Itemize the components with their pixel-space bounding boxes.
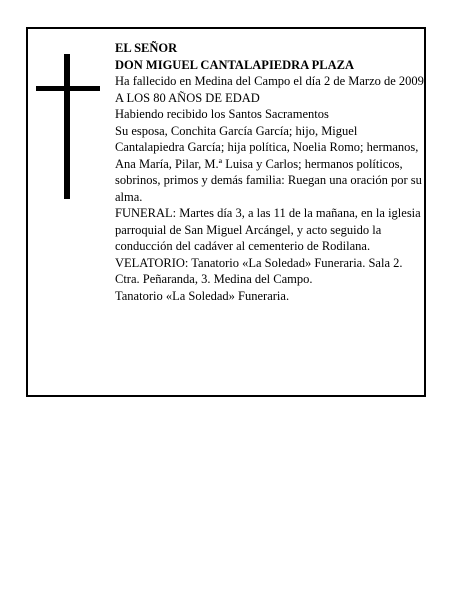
sacraments-statement: Habiendo recibido los Santos Sacramentos — [115, 107, 329, 121]
funeral-details: FUNERAL: Martes día 3, a las 11 de la mañana, en la iglesia parroquial de San Miguel Arcángel, y acto seguido la conducción del cadáver al cementerio de Rodilana. — [115, 206, 421, 253]
cross-vertical-bar — [64, 54, 70, 199]
age-statement: A LOS 80 AÑOS DE EDAD — [115, 90, 260, 105]
cross-horizontal-bar — [36, 86, 100, 91]
obituary-notice — [26, 27, 426, 397]
cross-icon — [36, 54, 100, 199]
funeral-home: Tanatorio «La Soledad» Funeraria. — [115, 288, 290, 303]
family-statement: Su esposa, Conchita García García; hijo, Miguel Cantalapiedra García; hija política, Noelia Romo; hermanos, Ana María, Pilar, M.ª Luisa y Carlos; hermanos políticos, sobrinos, primos y demás familia: Ruegan una oración por su alma. — [115, 123, 422, 204]
obituary-text — [115, 40, 425, 304]
death-statement: Ha fallecido en Medina del Campo el día 2 de Marzo de 2009 — [115, 74, 424, 88]
notice-title: EL SEÑOR — [115, 41, 178, 55]
deceased-name: DON MIGUEL CANTALAPIEDRA PLAZA — [115, 57, 355, 72]
wake-details: VELATORIO: Tanatorio «La Soledad» Funeraria. Sala 2. Ctra. Peñaranda, 3. Medina del Campo. — [115, 255, 403, 286]
